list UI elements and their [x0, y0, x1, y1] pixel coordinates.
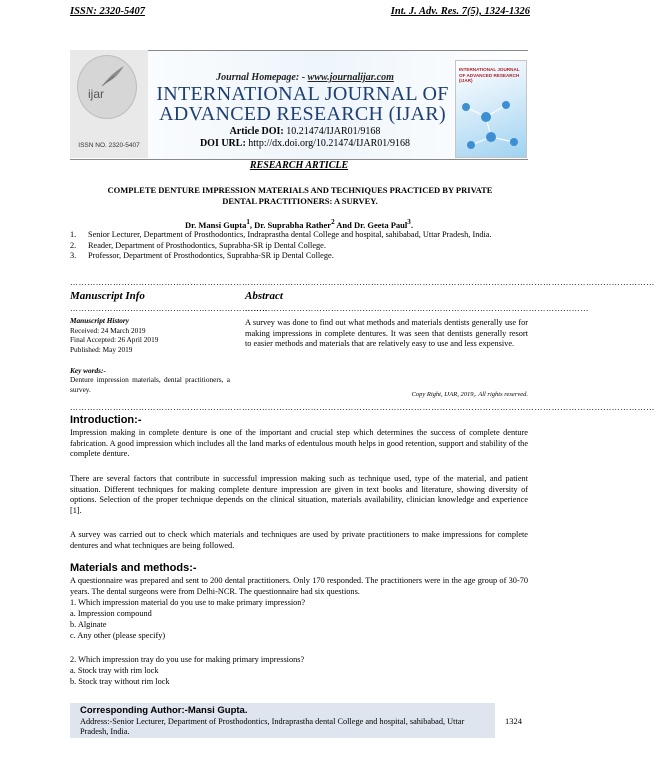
- doi-url-label: DOI URL:: [199, 138, 246, 149]
- article-doi-label: Article DOI:: [229, 126, 284, 137]
- manuscript-info-heading: Manuscript Info: [70, 290, 145, 302]
- author-sep: ,: [249, 219, 255, 230]
- journal-title-line2: ADVANCED RESEARCH (IJAR): [159, 103, 446, 125]
- section-label: RESEARCH ARTICLE: [249, 160, 349, 171]
- keywords-label: Key words:-: [70, 366, 106, 375]
- corresponding-author-box: [70, 703, 495, 738]
- author-sep: And: [334, 219, 354, 230]
- homepage-label: Journal Homepage: -: [216, 72, 306, 83]
- abstract-heading: Abstract: [245, 290, 283, 302]
- affiliation-number: 1.: [70, 230, 77, 239]
- question-text: 1. Which impression material do you use to make primary impression?: [70, 598, 306, 607]
- affiliation-text: Professor, Department of Prosthodontics, Suprabha-SR ip Dental College.: [88, 251, 334, 261]
- journal-cover-thumbnail: [455, 60, 527, 158]
- abstract-text: A survey was done to find out what methods and materials dentists generally use for making impressions in complete dentures. It was seen that dentists generally resort to easier methods and materials that are relatively easy to use and less expensive.: [245, 318, 528, 349]
- affiliation-item: [70, 230, 528, 241]
- introduction-heading: Introduction:-: [70, 414, 142, 426]
- option-text: a. Impression compound: [70, 609, 152, 618]
- option-text: b. Alginate: [70, 620, 107, 629]
- page-number: 1324: [505, 716, 522, 726]
- journal-homepage: [160, 72, 450, 83]
- methods-heading: Materials and methods:-: [70, 562, 197, 574]
- introduction-paragraph: Impression making in complete denture is one of the important and crucial step which determines the success of complete denture fabrication. A good impression which includes all the land marks of edentulous mouth helps in good retention, support and stability of the complete denture.: [70, 428, 528, 459]
- affiliation-text: Senior Lecturer, Department of Prosthodontics, Indraprastha dental College and hospital, sahibabad, Uttar Pradesh, India.: [88, 230, 492, 239]
- affiliation-text: Reader, Department of Prosthodontics, Suprabha-SR ip Dental College.: [88, 240, 326, 250]
- dotted-divider: ……………………………………………………………………………………………………………………………………………………………………………………: [70, 403, 655, 412]
- author-sup: 2: [331, 218, 335, 226]
- author-name: Dr. Suprabha Rather: [254, 219, 332, 230]
- doi-url-link[interactable]: http://dx.doi.org/10.21474/IJAR01/9168: [248, 138, 411, 149]
- manuscript-history: [70, 316, 230, 354]
- keywords-text: Denture impression materials, dental practitioners, a survey.: [70, 375, 230, 394]
- published-date: Published: May 2019: [70, 344, 133, 354]
- option-text: c. Any other (please specify): [70, 631, 166, 640]
- molecule-graphic: [456, 87, 526, 157]
- article-doi: 10.21474/IJAR01/9168: [286, 126, 381, 137]
- history-label: Manuscript History: [70, 316, 129, 325]
- author-sup: 1: [246, 218, 250, 226]
- dotted-divider: ……………………………………………………………: [70, 304, 268, 313]
- received-date: Received: 24 March 2019: [70, 325, 146, 335]
- doi-block: [160, 126, 450, 150]
- citation-text: Int. J. Adv. Res. 7(5), 1324-1326: [390, 6, 530, 17]
- journal-title: [150, 84, 455, 124]
- logo-text: ijar: [88, 87, 105, 101]
- introduction-paragraph: A survey was carried out to check which materials and techniques are used by private practitioners to make impressions for complete dentures and what techniques are being followed.: [70, 530, 528, 550]
- article-title-line2: DENTAL PRACTITIONERS: A SURVEY.: [222, 196, 378, 206]
- article-title: [80, 185, 520, 207]
- affiliation-item: [70, 241, 528, 252]
- author-name: Dr. Geeta Paul: [354, 219, 408, 230]
- methods-paragraph: A questionnaire was prepared and sent to 200 dental practitioners. Only 170 responded. The practitioners were in the age group of 30-70 years. The dental surgeons were from Delhi-NCR. The questionnaire had six questions.: [70, 576, 528, 596]
- introduction-paragraph: There are several factors that contribute in successful impression making such as technique used, type of the material, and patient situation. Different techniques for making complete denture impression are given in text books and literature, showing diversity of options. Selection of the proper technique depends on the clinical situation, materials availability, clinician knowledge and experience [1].: [70, 474, 528, 515]
- affiliation-number: 2.: [70, 240, 77, 250]
- copyright-text: Copy Right, IJAR, 2019,. All rights reserved.: [411, 391, 528, 398]
- dotted-divider: …………………………………………………………………………………………………………: [245, 304, 589, 313]
- affiliation-list: [70, 230, 528, 262]
- issn-text: ISSN: 2320-5407: [70, 6, 145, 17]
- affiliation-number: 3.: [70, 251, 77, 261]
- quill-icon: [100, 64, 126, 88]
- article-title-line1: COMPLETE DENTURE IMPRESSION MATERIALS AND TECHNIQUES PRACTICED BY PRIVATE: [107, 185, 493, 195]
- cover-title: INTERNATIONAL JOURNAL OF ADVANCED RESEARCH (IJAR): [459, 67, 520, 83]
- corresponding-author-title: Corresponding Author:-Mansi Gupta.: [80, 705, 248, 716]
- author-sup: 3: [407, 218, 411, 226]
- logo-issn: ISSN NO. 2320-5407: [78, 142, 140, 149]
- affiliation-item: [70, 251, 528, 262]
- running-header: [70, 6, 530, 22]
- dotted-divider: ……………………………………………………………………………………………………………………………………………………………………………………: [70, 278, 655, 287]
- journal-logo: [70, 50, 148, 158]
- corresponding-author-address: Address:-Senior Lecturer, Department of Prosthodontics, Indraprastha dental College and hospital, sahibabad, Uttar Pradesh, India.: [80, 717, 465, 736]
- option-text: b. Stock tray without rim lock: [70, 677, 170, 686]
- journal-title-line1: INTERNATIONAL JOURNAL OF: [156, 83, 449, 105]
- accepted-date: Final Accepted: 26 April 2019: [70, 335, 159, 344]
- question-text: 2. Which impression tray do you use for making primary impressions?: [70, 655, 305, 664]
- author-list: [70, 218, 528, 230]
- author-name: Dr. Mansi Gupta: [185, 219, 247, 230]
- homepage-link[interactable]: www.journalijar.com: [307, 72, 394, 83]
- author-sep: .: [410, 219, 413, 230]
- option-text: a. Stock tray with rim lock: [70, 666, 159, 675]
